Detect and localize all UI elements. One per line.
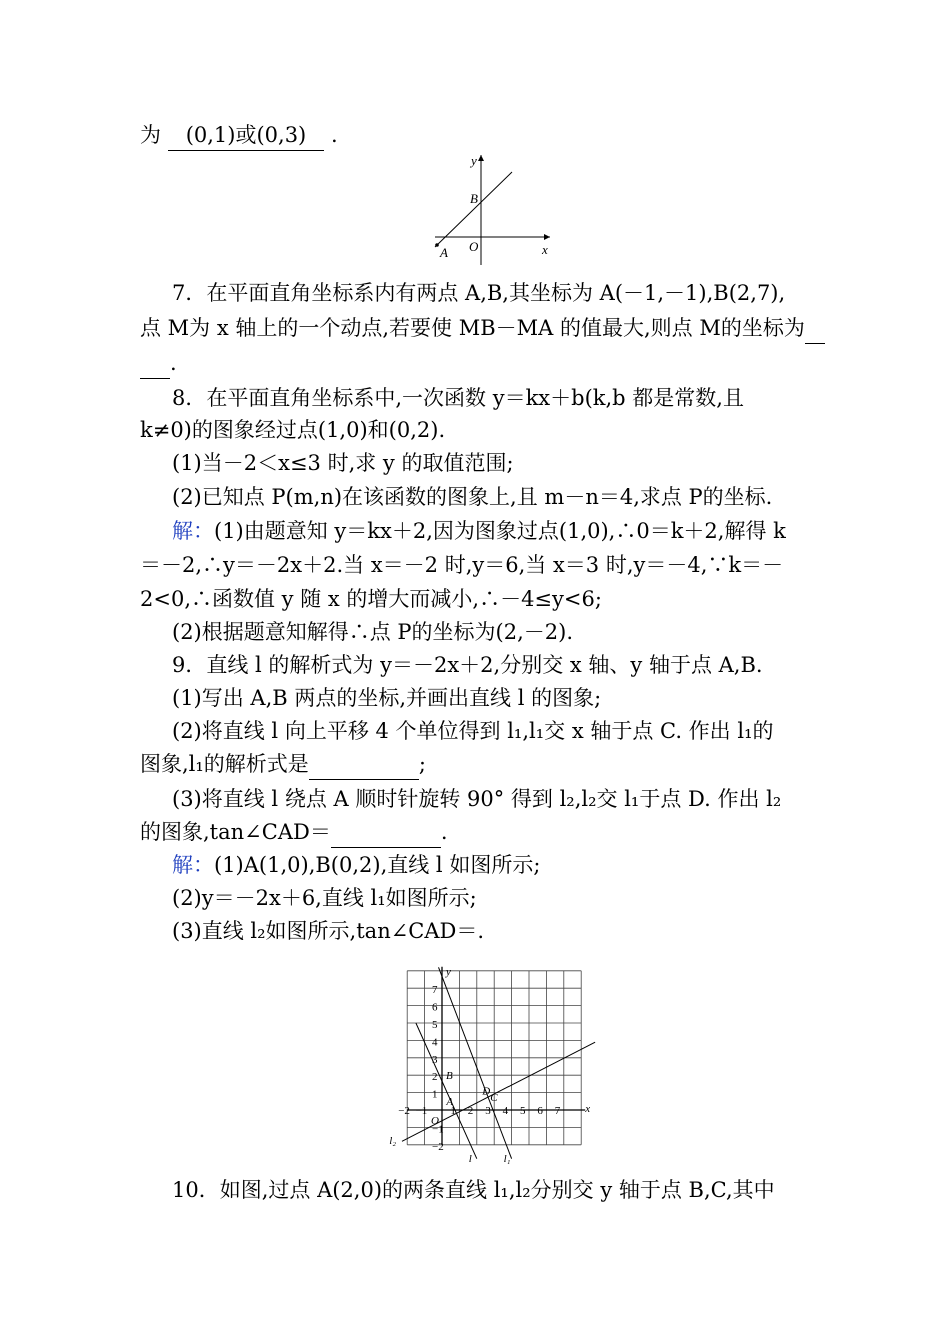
q7-line-2: 点 M为 x 轴上的一个动点,若要使 MB－MA 的值最大,则点 M的坐标为 [140, 313, 825, 344]
solution-label: 解： [172, 853, 214, 877]
q9-part-3-cont: 的图象,tan∠CAD＝ . [140, 817, 448, 848]
x-tick-label: −2 [398, 1105, 410, 1117]
y-tick-label: −1 [432, 1123, 444, 1136]
x-tick-label: 5 [520, 1105, 526, 1117]
y-tick-label: 4 [432, 1036, 438, 1049]
q9-solution-3: (3)直线 l₂如图所示,tan∠CAD＝. [172, 919, 485, 943]
q9-blank-2 [331, 817, 441, 848]
y-tick-label: 5 [432, 1019, 438, 1031]
q10-line-1: 10．如图,过点 A(2,0)的两条直线 l₁,l₂分别交 y 轴于点 B,C,其中 [172, 1178, 775, 1202]
q8-part-1: (1)当－2＜x≤3 时,求 y 的取值范围; [172, 451, 514, 475]
q9-part-2-cont: 图象,l₁的解析式是 ; [140, 749, 426, 780]
graph-labels [389, 966, 590, 1165]
x-tick-label: 2 [467, 1105, 474, 1117]
y-axis-label: y [446, 965, 451, 978]
line-l-label: l [468, 1153, 472, 1165]
q8-solution-1: 解：(1)由题意知 y＝kx＋2,因为图象过点(1,0),∴0＝k＋2,解得 k [172, 519, 786, 543]
q9-part-2: (2)将直线 l 向上平移 4 个单位得到 l₁,l₁交 x 轴于点 C. 作出 l₁的 [172, 719, 774, 743]
fig1-point-b-label: B [470, 191, 478, 206]
q7-line-1: 7．在平面直角坐标系内有两点 A,B,其坐标为 A(－1,－1),B(2,7), [172, 281, 786, 305]
fig1-x-label: x [542, 242, 548, 257]
figure-1-graph [420, 150, 560, 270]
x-tick-label: 1 [450, 1105, 456, 1117]
q7-blank-start [805, 313, 825, 344]
q8-solution-3: 2<0,∴函数值 y 随 x 的增大而减小,∴－4≤y<6; [140, 587, 602, 611]
q9-part-3: (3)将直线 l 绕点 A 顺时针旋转 90° 得到 l₂,l₂交 l₁于点 D. 作出 l₂ [172, 787, 782, 811]
q9-solution-2: (2)y＝－2x＋6,直线 l₁如图所示; [172, 886, 477, 910]
q9-blank-1 [309, 749, 419, 780]
q7-blank-end [140, 348, 170, 379]
q8-solution-4: (2)根据题意知解得∴点 P的坐标为(2,－2). [172, 620, 574, 644]
x-tick-label: 3 [485, 1105, 491, 1117]
line-l2-label: l₂ [389, 1135, 397, 1147]
fig1-origin-label: O [469, 239, 479, 254]
line-l1 [439, 967, 512, 1158]
y-tick-label: 7 [432, 984, 438, 997]
q7-line-3: . [140, 348, 177, 379]
point-a-label: A [446, 1096, 454, 1108]
q8-part-2: (2)已知点 P(m,n)在该函数的图象上,且 m－n＝4,求点 P的坐标. [172, 485, 773, 509]
x-tick-label: −1 [415, 1105, 428, 1117]
q9-part-1: (1)写出 A,B 两点的坐标,并画出直线 l 的图象; [172, 686, 602, 710]
solution-label: 解： [172, 519, 214, 543]
y-tick-label: 6 [432, 1001, 438, 1014]
answer-line-6: 为 (0,1)或(0,3) . [140, 120, 338, 151]
y-tick-label: 3 [432, 1053, 438, 1066]
y-tick-label: 2 [432, 1071, 438, 1084]
q8-solution-2: ＝－2,∴y＝－2x＋2.当 x＝－2 时,y＝6,当 x＝3 时,y＝－4,∵k＝－ [140, 553, 784, 577]
fig1-point-a-label: A [440, 245, 448, 260]
q9-solution-1: 解：(1)A(1,0),B(0,2),直线 l 如图所示; [172, 853, 541, 877]
graph-lines [402, 967, 595, 1158]
point-b-label: B [446, 1070, 453, 1083]
line-l1-label: l₁ [503, 1153, 511, 1165]
fig1-y-label: y [471, 153, 477, 168]
x-tick-label: 6 [537, 1105, 543, 1117]
q9-line-1: 9．直线 l 的解析式为 y＝－2x＋2,分别交 x 轴、y 轴于点 A,B. [172, 653, 763, 677]
point-c-label: C [490, 1092, 498, 1104]
x-axis-label: x [585, 1103, 591, 1115]
y-tick-label: 1 [432, 1088, 438, 1101]
y-tick-label: −2 [432, 1140, 444, 1153]
origin-label: O [431, 1115, 439, 1127]
text-wei: 为 [140, 123, 161, 147]
answer-blank-6: (0,1)或(0,3) [168, 120, 325, 151]
figure-2-grid-graph [370, 950, 610, 1165]
q8-line-2: k≠0)的图象经过点(1,0)和(0,2). [140, 418, 446, 442]
point-d-label: D [482, 1085, 491, 1098]
q8-line-1: 8．在平面直角坐标系中,一次函数 y＝kx＋b(k,b 都是常数,且 [172, 386, 744, 410]
x-tick-label: 7 [554, 1105, 561, 1117]
x-tick-label: 4 [502, 1105, 509, 1117]
